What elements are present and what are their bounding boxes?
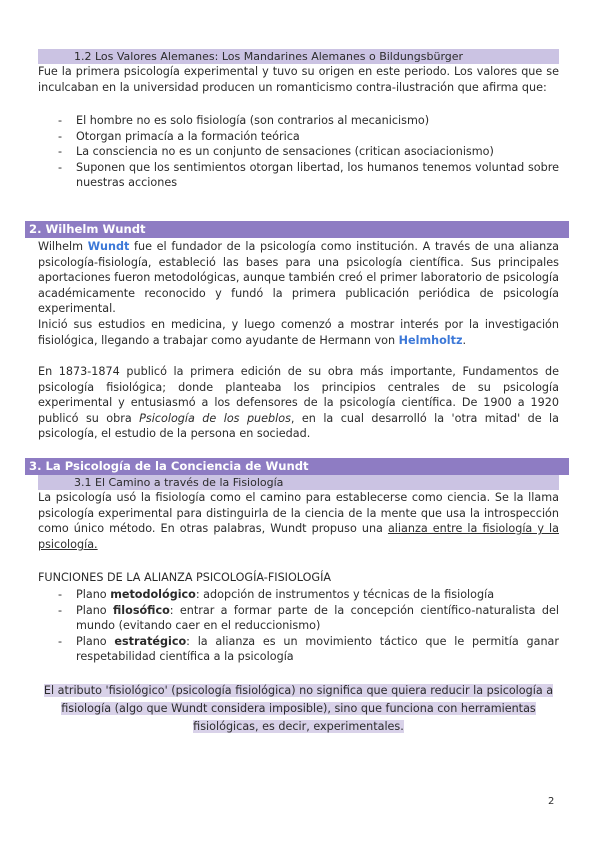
list-item: - El hombre no es solo fisiología (son contrarios al mecanicismo) bbox=[58, 114, 430, 127]
list-item: - Plano estratégico: la alianza es un movimiento táctico que le permitía ganar respetabilidad científica a la psicología bbox=[58, 634, 560, 664]
wundt-name: Wundt bbox=[87, 240, 130, 253]
subsection-1-2-title: 1.2 Los Valores Alemanes: Los Mandarines Alemanes o Bildungsbürger bbox=[74, 50, 464, 63]
list-item: - Otorgan primacía a la formación teórica bbox=[58, 129, 300, 143]
highlighted-note bbox=[38, 682, 559, 736]
section-3-title: 3. La Psicología de la Conciencia de Wundt bbox=[29, 459, 309, 473]
wundt-paragraph-1: Wilhelm Wundt fue el fundador de la psicología como institución. A través de una alianza psicología-fisiología, estableció las bases para una psicología científica. Sus principales aportaciones fueron metodológicas, aunque también creó el primer laboratorio de psicología académicamente reconocido y fundó la primera publicación periódica de psicología experimental. bbox=[38, 240, 559, 316]
intro-paragraph: Fue la primera psicología experimental y tuvo su origen en este periodo. Los valores que se inculcaban en la universidad producen un romanticismo contra-ilustración que afirma que: bbox=[38, 65, 559, 94]
values-list bbox=[38, 113, 559, 191]
list-item: - Plano filosófico: entrar a formar parte de la concepción científico-naturalista del mundo (evitando caer en el reduccionismo) bbox=[58, 603, 559, 633]
alianza-underlined: alianza entre la fisiología y la psicología. bbox=[38, 522, 559, 551]
subsection-1-2-heading bbox=[38, 49, 559, 64]
note-text: El atributo 'fisiológico' (psicología fisiológica) no significa que quiera reducir la psicología a fisiología (algo que Wundt considera imposible), sino que funciona con herramientas fisiológicas, es decir, experimentales. bbox=[43, 684, 554, 733]
subsection-3-1-title: 3.1 El Camino a través de la Fisiología bbox=[74, 476, 284, 489]
funciones-list bbox=[38, 587, 559, 665]
wundt-paragraph-3: En 1873-1874 publicó la primera edición de su obra más importante, Fundamentos de psicología fisiológica; donde planteaba los principios centrales de su psicología experimental y entusiasmó a los defensores de la psicología científica. De 1900 a 1920 publicó su obra Psicología de los pueblos, en la cual desarrolló la 'otra mitad' de la psicología, el estudio de la persona en sociedad. bbox=[38, 365, 559, 441]
list-item: - Plano metodológico: adopción de instrumentos y técnicas de la fisiología bbox=[58, 588, 495, 601]
section-2-title: 2. Wilhelm Wundt bbox=[29, 222, 146, 236]
section-2-heading bbox=[25, 221, 569, 238]
list-item: - La consciencia no es un conjunto de sensaciones (critican asociacionismo) bbox=[58, 145, 494, 159]
funciones-heading: FUNCIONES DE LA ALIANZA PSICOLOGÍA-FISIOLOGÍA bbox=[38, 571, 332, 584]
helmholtz-name: Helmholtz bbox=[398, 333, 463, 347]
wundt-paragraph-2: Inició sus estudios en medicina, y luego comenzó a mostrar interés por la investigación fisiológica, llegando a trabajar como ayudante de Hermann von Helmholtz. bbox=[38, 318, 559, 347]
page-number: 2 bbox=[548, 796, 555, 807]
camino-paragraph: La psicología usó la fisiología como el camino para establecerse como ciencia. Se la llama psicología experimental para distinguirla de la ciencia de la mente que usa la introspección como único método. En otras palabras, Wundt propuso una alianza entre la fisiología y la psicología. bbox=[38, 491, 559, 551]
book-title: Psicología de los pueblos bbox=[139, 411, 291, 425]
list-item: - Suponen que los sentimientos otorgan libertad, los humanos tenemos voluntad sobre nuestras acciones bbox=[58, 160, 559, 190]
section-3-heading bbox=[25, 458, 569, 475]
subsection-3-1-heading bbox=[38, 475, 559, 490]
